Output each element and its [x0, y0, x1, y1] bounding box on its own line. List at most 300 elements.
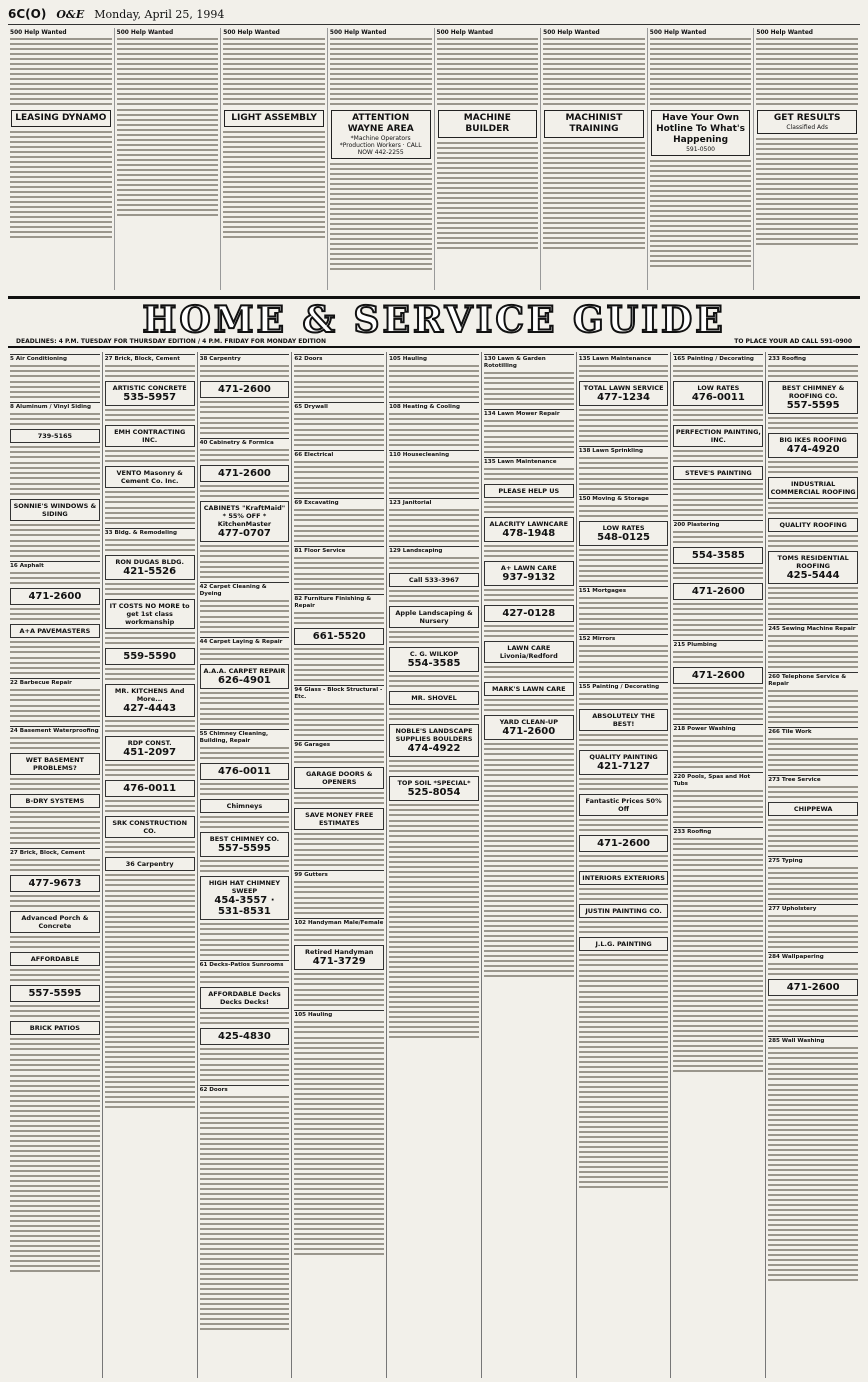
- fine-print-filler: [10, 858, 100, 873]
- ad-phone: 427-0128: [502, 608, 556, 619]
- category-heading: 135 Lawn Maintenance: [484, 457, 574, 466]
- fine-print-filler: [650, 159, 752, 269]
- column-heading: 500 Help Wanted: [10, 28, 67, 36]
- display-ad: [10, 753, 100, 775]
- fine-print-filler: [200, 560, 290, 580]
- guide-column: [8, 352, 103, 1378]
- ad-headline: MR. SHOVEL: [411, 694, 457, 702]
- fine-print-filler: [10, 688, 100, 703]
- category-heading: 218 Power Washing: [673, 724, 763, 733]
- ad-headline: RON DUGAS BLDG.: [115, 558, 184, 566]
- publication-name: O&E: [56, 7, 85, 21]
- display-ad: [673, 381, 763, 406]
- fine-print-filler: [389, 380, 479, 400]
- fine-print-filler: [673, 805, 763, 825]
- fine-print-filler: [200, 1095, 290, 1110]
- ad-detail: Classified Ads: [786, 124, 828, 131]
- display-ad: [389, 573, 479, 587]
- help-wanted-column: [541, 28, 648, 290]
- display-ad: [10, 429, 100, 443]
- fine-print-filler: [10, 1004, 100, 1019]
- ad-headline: Fantastic Prices 50% Off: [585, 797, 662, 813]
- ad-headline: ARTISTIC CONCRETE: [112, 384, 187, 392]
- ad-headline: NOBLE'S LANDSCAPE SUPPLIES BOULDERS: [395, 727, 473, 743]
- ad-headline: VENTO Masonry & Cement Co. Inc.: [116, 469, 183, 485]
- fine-print-filler: [389, 803, 479, 818]
- category-heading: 123 Janitorial: [389, 498, 479, 507]
- category-heading: 16 Asphalt: [10, 561, 100, 570]
- ad-headline: HIGH HAT CHIMNEY SWEEP: [208, 879, 281, 895]
- ad-phone: 427-4443: [123, 703, 177, 714]
- fine-print-filler: [484, 758, 574, 778]
- display-ad: [579, 904, 669, 918]
- fine-print-filler: [484, 698, 574, 713]
- display-ad: [105, 736, 195, 761]
- column-heading: 500 Help Wanted: [329, 28, 387, 36]
- fine-print-filler: [579, 472, 669, 492]
- guide-column: [103, 352, 198, 1378]
- ad-phone: 557-5595: [218, 843, 271, 854]
- fine-print-filler: [10, 380, 100, 400]
- fine-print-filler: [294, 988, 384, 1008]
- fine-print-filler: [294, 848, 384, 868]
- display-ad: [11, 110, 111, 127]
- display-ad: [768, 477, 858, 499]
- ad-phone: 661-5520: [312, 631, 366, 642]
- fine-print-filler: [768, 416, 858, 431]
- ad-headline: STEVE'S PAINTING: [685, 469, 752, 477]
- category-heading: 134 Lawn Mower Repair: [484, 409, 574, 418]
- fine-print-filler: [294, 832, 384, 847]
- fine-print-filler: [768, 753, 858, 773]
- display-ad: [389, 776, 479, 801]
- category-heading: 24 Basement Waterproofing: [10, 728, 99, 734]
- fine-print-filler: [389, 364, 479, 379]
- fine-print-filler: [673, 750, 763, 770]
- display-ad: [579, 381, 669, 406]
- category-heading: 27 Brick, Block, Cement: [10, 848, 100, 857]
- fine-print-filler: [579, 969, 669, 989]
- category-heading: 65 Drywall: [294, 402, 384, 411]
- display-ad: [200, 501, 290, 542]
- fine-print-filler: [200, 782, 290, 797]
- fine-print-filler: [579, 660, 669, 680]
- ad-phone: 557-5595: [28, 988, 82, 999]
- category-heading: 62 Doors: [294, 354, 384, 363]
- ad-phone: 421-7127: [597, 761, 650, 772]
- fine-print-filler: [200, 448, 290, 463]
- display-ad: [768, 433, 858, 458]
- fine-print-filler: [105, 538, 195, 553]
- display-ad: [389, 606, 479, 628]
- fine-print-filler: [484, 500, 574, 515]
- fine-print-filler: [294, 791, 384, 806]
- fine-print-filler: [768, 1014, 858, 1034]
- ad-phone: 626-4901: [218, 675, 271, 686]
- fine-print-filler: [105, 408, 195, 423]
- fine-print-filler: [294, 702, 384, 717]
- fine-print-filler: [673, 566, 763, 581]
- category-heading: 81 Floor Service: [294, 546, 384, 555]
- display-ad: [200, 763, 290, 780]
- fine-print-filler: [579, 504, 669, 519]
- fine-print-filler: [200, 707, 290, 727]
- issue-date: Monday, April 25, 1994: [94, 7, 225, 21]
- display-ad: [200, 832, 290, 857]
- fine-print-filler: [10, 445, 100, 460]
- display-ad: [224, 110, 324, 127]
- display-ad: [200, 664, 290, 689]
- category-heading: 277 Upholstery: [768, 904, 858, 913]
- guide-column: [198, 352, 293, 1378]
- top-rule: [8, 24, 860, 25]
- fine-print-filler: [484, 544, 574, 559]
- display-ad: [105, 684, 195, 717]
- fine-print-filler: [768, 534, 858, 549]
- fine-print-filler: [484, 435, 574, 455]
- display-ad: [768, 802, 858, 816]
- display-ad: [10, 1021, 100, 1035]
- category-heading: 110 Housecleaning: [389, 450, 479, 459]
- service-guide-columns: [8, 352, 860, 1378]
- fine-print-filler: [389, 630, 479, 645]
- ad-headline: MR. KITCHENS And More...: [114, 687, 185, 703]
- category-heading: 233 Roofing: [768, 354, 858, 363]
- category-heading: 105 Hauling: [294, 1010, 384, 1019]
- category-heading: 233 Roofing: [673, 827, 763, 836]
- ad-phone: 471-2600: [597, 838, 650, 849]
- ad-headline: TOP SOIL *SPECIAL*: [397, 779, 471, 787]
- ad-phone: 471-2600: [502, 726, 556, 737]
- guide-column: [292, 352, 387, 1378]
- fine-print-filler: [579, 692, 669, 707]
- fine-print-filler: [389, 508, 479, 523]
- banner-title: HOME & SERVICE GUIDE: [142, 299, 726, 341]
- display-ad: [484, 641, 574, 663]
- ad-headline: QUALITY ROOFING: [779, 521, 847, 529]
- display-ad: [294, 808, 384, 830]
- fine-print-filler: [579, 920, 669, 935]
- fine-print-filler: [768, 930, 858, 950]
- fine-print-filler: [389, 707, 479, 722]
- ad-phone: 421-5526: [123, 566, 177, 577]
- fine-print-filler: [579, 596, 669, 611]
- fine-print-filler: [673, 364, 763, 379]
- fine-print-filler: [768, 866, 858, 881]
- ad-headline: RDP CONST.: [127, 739, 172, 747]
- display-ad: [673, 583, 763, 600]
- fine-print-filler: [673, 702, 763, 722]
- masthead: [8, 4, 860, 24]
- fine-print-filler: [10, 1053, 100, 1073]
- fine-print-filler: [294, 380, 384, 400]
- category-heading: 66 Electrical: [294, 450, 384, 459]
- fine-print-filler: [389, 819, 479, 839]
- fine-print-filler: [200, 1063, 290, 1083]
- ad-phone: 471-2600: [218, 384, 271, 395]
- category-heading: 273 Tree Service: [768, 775, 858, 784]
- fine-print-filler: [768, 1083, 858, 1283]
- display-ad: [389, 691, 479, 705]
- fine-print-filler: [389, 428, 479, 448]
- fine-print-filler: [389, 476, 479, 496]
- category-heading: 102 Handyman Male/Female: [294, 920, 384, 926]
- ad-headline: WET BASEMENT PROBLEMS?: [25, 756, 84, 772]
- category-heading: 99 Gutters: [294, 870, 384, 879]
- help-wanted-column: [435, 28, 542, 290]
- fine-print-filler: [673, 602, 763, 617]
- ad-headline: 739-5165: [37, 432, 73, 440]
- ad-phone: 474-4920: [786, 444, 840, 455]
- fine-print-filler: [768, 962, 858, 977]
- fine-print-filler: [768, 818, 858, 833]
- fine-print-filler: [673, 530, 763, 545]
- display-ad: [757, 110, 857, 134]
- fine-print-filler: [223, 130, 325, 240]
- fine-print-filler: [117, 37, 219, 107]
- ad-phone: 478-1948: [502, 528, 556, 539]
- category-heading: 165 Painting / Decorating: [673, 354, 763, 363]
- category-heading: 105 Hauling: [389, 354, 479, 363]
- fine-print-filler: [768, 460, 858, 475]
- ad-phone: 471-2600: [786, 982, 840, 993]
- display-ad: [10, 875, 100, 892]
- help-wanted-column: [328, 28, 435, 290]
- fine-print-filler: [10, 736, 100, 751]
- fine-print-filler: [389, 460, 479, 475]
- display-ad: [484, 715, 574, 740]
- display-ad: [484, 605, 574, 622]
- fine-print-filler: [105, 799, 195, 814]
- fine-print-filler: [105, 719, 195, 734]
- fine-print-filler: [768, 634, 858, 649]
- guide-column: [577, 352, 672, 1378]
- display-ad: [484, 682, 574, 696]
- display-ad: [10, 911, 100, 933]
- category-heading: 285 Wall Washing: [768, 1036, 858, 1045]
- fine-print-filler: [105, 490, 195, 505]
- category-heading: 129 Landscaping: [389, 546, 479, 555]
- help-wanted-column: [221, 28, 328, 290]
- display-ad: [105, 648, 195, 665]
- fine-print-filler: [673, 853, 763, 873]
- ad-headline: A+A PAVEMASTERS: [19, 627, 91, 635]
- help-wanted-column: [115, 28, 222, 290]
- fine-print-filler: [543, 37, 645, 107]
- ad-phone: 477-1234: [597, 392, 650, 403]
- display-ad: [105, 555, 195, 580]
- ad-phone: 425-4830: [218, 1031, 271, 1042]
- home-service-guide-banner: [8, 296, 860, 348]
- fine-print-filler: [294, 750, 384, 765]
- ad-phone: 559-5590: [123, 651, 177, 662]
- display-ad: [294, 628, 384, 645]
- fine-print-filler: [484, 665, 574, 680]
- column-heading: 500 Help Wanted: [116, 28, 174, 36]
- fine-print-filler: [579, 364, 669, 379]
- display-ad: [105, 381, 195, 406]
- fine-print-filler: [223, 37, 325, 107]
- display-ad: [768, 979, 858, 996]
- fine-print-filler: [579, 953, 669, 968]
- ad-headline: SRK CONSTRUCTION CO.: [112, 819, 188, 835]
- fine-print-filler: [768, 882, 858, 902]
- display-ad: [294, 767, 384, 789]
- fine-print-filler: [10, 523, 100, 538]
- ad-headline: CABINETS "KraftMaid" * 55% OFF * KitchenMaster: [203, 504, 286, 528]
- ad-phone: 476-0011: [218, 766, 271, 777]
- display-ad: [673, 547, 763, 564]
- column-heading: 500 Help Wanted: [223, 28, 280, 36]
- fine-print-filler: [200, 970, 290, 985]
- ad-headline: SONNIE'S WINDOWS & SIDING: [13, 502, 97, 518]
- fine-print-filler: [579, 564, 669, 584]
- ad-phone: 477-9673: [28, 878, 82, 889]
- category-heading: 44 Carpet Laying & Repair: [200, 637, 290, 646]
- fine-print-filler: [579, 777, 669, 792]
- fine-print-filler: [437, 37, 539, 107]
- fine-print-filler: [673, 837, 763, 852]
- display-ad: [579, 835, 669, 852]
- ad-headline: LAWN CARE Livonia/Redford: [499, 644, 558, 660]
- display-ad: [673, 425, 763, 447]
- display-ad: [544, 110, 644, 138]
- ad-phone: 471-2600: [691, 586, 745, 597]
- guide-column: [671, 352, 766, 1378]
- fine-print-filler: [484, 624, 574, 639]
- category-heading: 96 Garages: [294, 740, 384, 749]
- ad-phone-text: TO PLACE YOUR AD CALL 591-0900: [734, 338, 852, 345]
- fine-print-filler: [768, 364, 858, 379]
- ad-phone: 476-0011: [691, 392, 745, 403]
- fine-print-filler: [10, 826, 100, 846]
- fine-print-filler: [10, 935, 100, 950]
- category-heading: 152 Mirrors: [579, 634, 669, 643]
- display-ad: [200, 1028, 290, 1045]
- category-heading: 150 Moving & Storage: [579, 494, 669, 503]
- help-wanted-column: [648, 28, 755, 290]
- ad-detail: *Machine Operators *Production Workers · CALL NOW 442-2255: [339, 135, 422, 156]
- column-heading: 500 Help Wanted: [436, 28, 494, 36]
- fine-print-filler: [200, 400, 290, 415]
- ad-phone: 454-3557 · 531-8531: [214, 895, 275, 917]
- category-heading: 94 Glass - Block Structural - Etc.: [294, 687, 383, 700]
- fine-print-filler: [579, 887, 669, 902]
- fine-print-filler: [200, 647, 290, 662]
- display-ad: [10, 588, 100, 605]
- fine-print-filler: [484, 779, 574, 979]
- fine-print-filler: [294, 428, 384, 448]
- fine-print-filler: [10, 482, 100, 497]
- ad-phone: 554-3585: [691, 550, 745, 561]
- fine-print-filler: [768, 705, 858, 725]
- category-heading: 61 Decks-Patios Sunrooms: [200, 960, 290, 969]
- fine-print-filler: [200, 484, 290, 499]
- fine-print-filler: [105, 840, 195, 855]
- ad-phone: 525-8054: [407, 787, 461, 798]
- fine-print-filler: [294, 572, 384, 592]
- display-ad: [105, 425, 195, 447]
- fine-print-filler: [673, 408, 763, 423]
- display-ad: [651, 110, 751, 156]
- ad-headline: BEST CHIMNEY & ROOFING CO.: [781, 384, 845, 400]
- ad-headline: ALACRITY LAWNCARE: [489, 520, 569, 528]
- display-ad: [768, 551, 858, 584]
- fine-print-filler: [484, 742, 574, 757]
- category-heading: 155 Painting / Decorating: [579, 682, 669, 691]
- fine-print-filler: [294, 928, 384, 943]
- display-ad: [673, 466, 763, 480]
- ad-headline: Apple Landscaping & Nursery: [395, 609, 473, 625]
- fine-print-filler: [484, 419, 574, 434]
- fine-print-filler: [105, 667, 195, 682]
- ad-headline: ABSOLUTELY THE BEST!: [592, 712, 655, 728]
- display-ad: [105, 780, 195, 797]
- fine-print-filler: [294, 476, 384, 496]
- ad-headline: IT COSTS NO MORE to get 1st class workmanship: [109, 602, 190, 626]
- fine-print-filler: [10, 656, 100, 676]
- fine-print-filler: [294, 460, 384, 475]
- display-ad: [484, 517, 574, 542]
- fine-print-filler: [294, 364, 384, 379]
- fine-print-filler: [673, 789, 763, 804]
- display-ad: [768, 381, 858, 414]
- guide-column: [766, 352, 860, 1378]
- fine-print-filler: [579, 456, 669, 471]
- fine-print-filler: [389, 840, 479, 1040]
- display-ad: [768, 518, 858, 532]
- ad-headline: PERFECTION PAINTING, INC.: [675, 428, 761, 444]
- fine-print-filler: [294, 718, 384, 738]
- fine-print-filler: [10, 461, 100, 481]
- fine-print-filler: [673, 734, 763, 749]
- guide-column: [482, 352, 577, 1378]
- fine-print-filler: [673, 482, 763, 497]
- fine-print-filler: [768, 998, 858, 1013]
- fine-print-filler: [294, 1020, 384, 1035]
- fine-print-filler: [117, 108, 219, 218]
- ad-headline: MARK'S LAWN CARE: [492, 685, 566, 693]
- fine-print-filler: [294, 556, 384, 571]
- ad-headline: EMH CONTRACTING INC.: [114, 428, 186, 444]
- fine-print-filler: [673, 650, 763, 665]
- guide-column: [387, 352, 482, 1378]
- fine-print-filler: [10, 412, 100, 427]
- ad-headline: LOW RATES: [602, 524, 645, 532]
- fine-print-filler: [200, 815, 290, 830]
- display-ad: [389, 724, 479, 757]
- category-heading: 55 Chimney Cleaning, Building, Repair: [200, 729, 290, 745]
- fine-print-filler: [579, 548, 669, 563]
- fine-print-filler: [200, 922, 290, 937]
- fine-print-filler: [294, 1036, 384, 1056]
- fine-print-filler: [330, 162, 432, 272]
- display-ad: [579, 750, 669, 775]
- fine-print-filler: [10, 37, 112, 107]
- fine-print-filler: [105, 889, 195, 909]
- category-heading: 220 Pools, Spas and Hot Tubs: [673, 772, 763, 788]
- category-heading: 275 Typing: [768, 856, 858, 865]
- ad-headline: GARAGE DOORS & OPENERS: [305, 770, 373, 786]
- fine-print-filler: [10, 130, 112, 240]
- fine-print-filler: [294, 972, 384, 987]
- ad-phone: 471-2600: [218, 468, 271, 479]
- help-wanted-section: [8, 28, 860, 290]
- display-ad: [200, 465, 290, 482]
- fine-print-filler: [10, 968, 100, 983]
- ad-phone: 425-5444: [786, 570, 840, 581]
- fine-print-filler: [389, 759, 479, 774]
